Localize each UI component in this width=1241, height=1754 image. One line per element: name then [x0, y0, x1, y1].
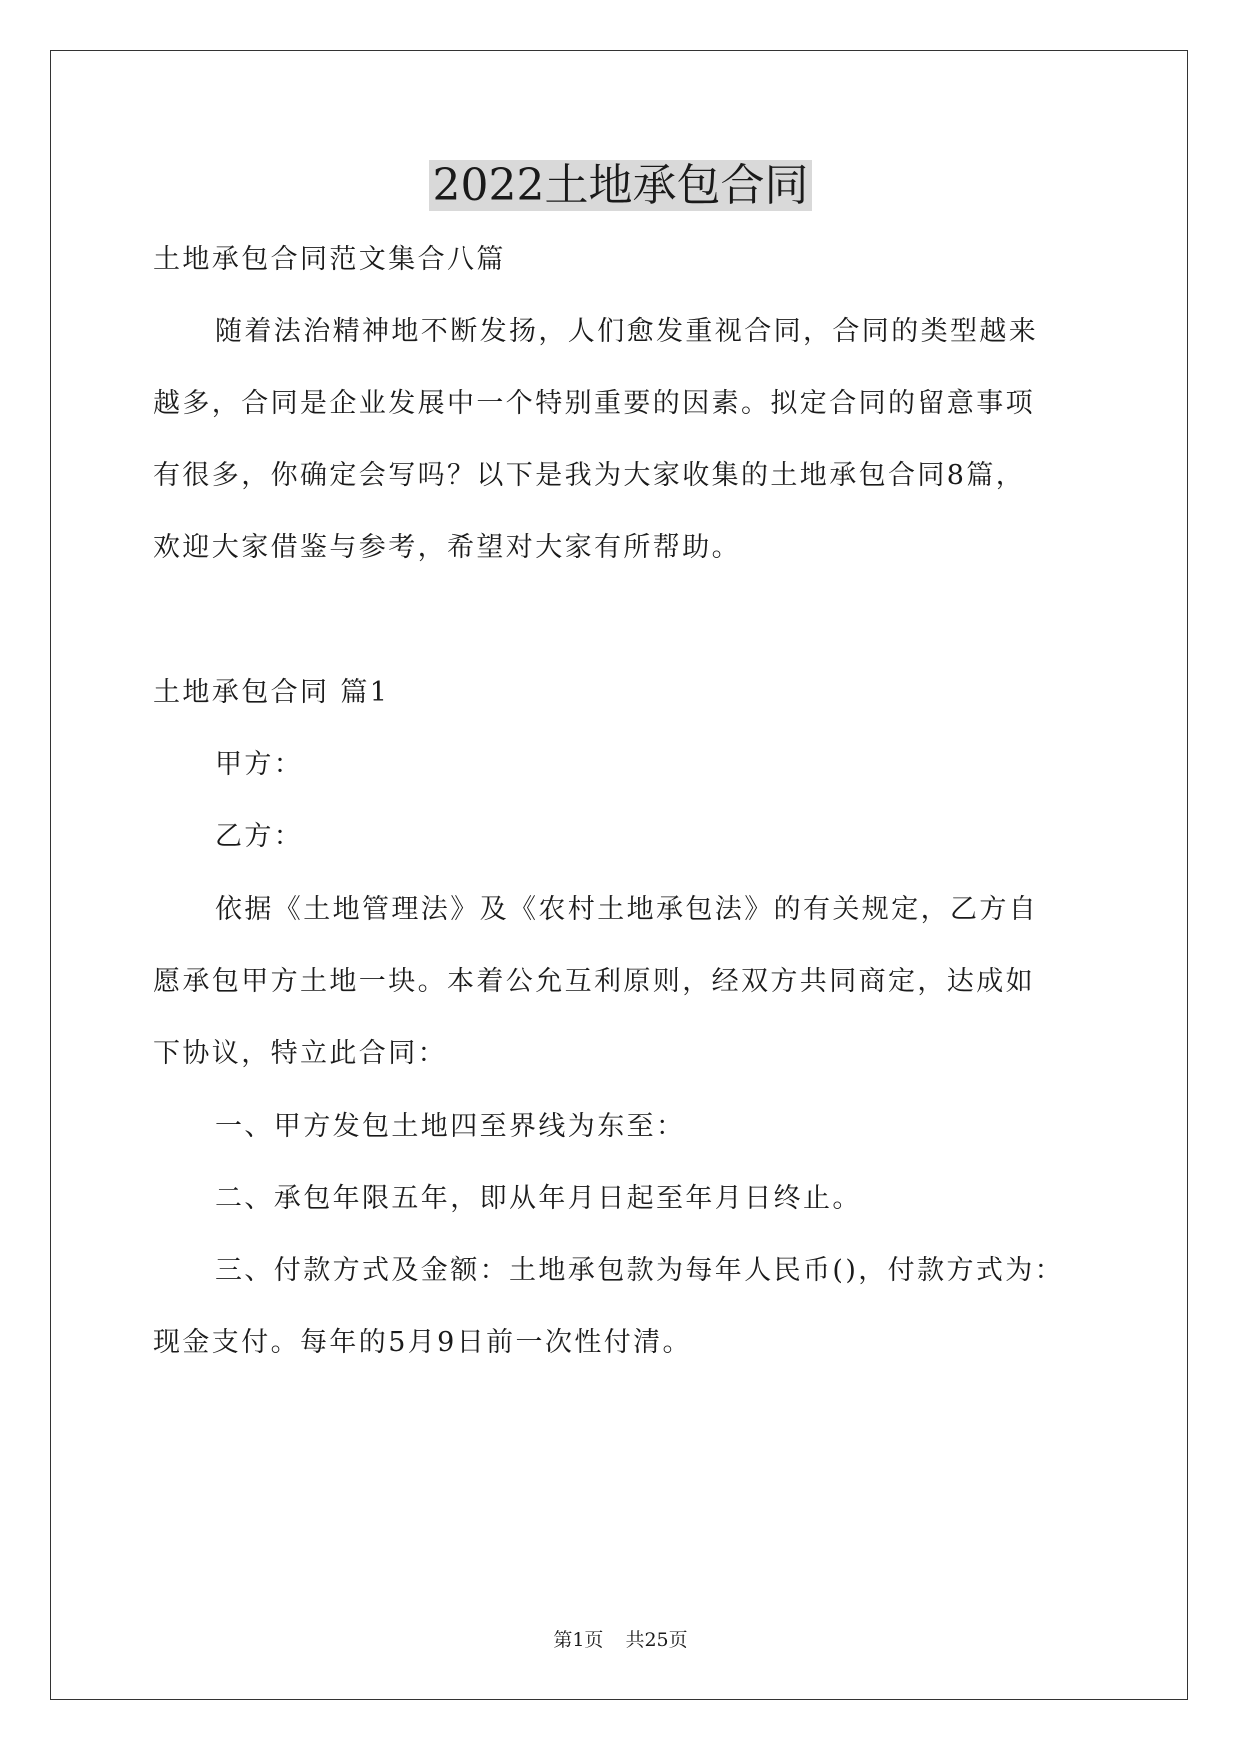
- clause-1: 一、甲方发包土地四至界线为东至：: [215, 1111, 686, 1142]
- page-footer: [0, 1628, 1241, 1652]
- basis-line-3: 下协议，特立此合同：: [153, 1038, 447, 1069]
- document-title: [0, 158, 1241, 214]
- page-total: 共25页: [625, 1629, 688, 1651]
- document-subtitle: 土地承包合同范文集合八篇: [153, 244, 506, 275]
- intro-line-1: 随着法治精神地不断发扬，人们愈发重视合同，合同的类型越来: [215, 316, 1039, 347]
- party-a-label: 甲方：: [215, 749, 304, 780]
- basis-line-1: 依据《土地管理法》及《农村土地承包法》的有关规定，乙方自: [215, 894, 1039, 925]
- intro-line-2: 越多，合同是企业发展中一个特别重要的因素。拟定合同的留意事项: [153, 388, 1035, 419]
- clause-3: 三、付款方式及金额：土地承包款为每年人民币()，付款方式为：: [215, 1255, 1065, 1286]
- party-b-label: 乙方：: [215, 821, 304, 852]
- intro-line-4: 欢迎大家借鉴与参考，希望对大家有所帮助。: [153, 532, 741, 563]
- intro-line-3: 有很多，你确定会写吗？以下是我为大家收集的土地承包合同8篇，: [153, 460, 1026, 491]
- page-number: 第1页: [553, 1629, 604, 1651]
- document-title-text: 2022土地承包合同: [429, 160, 813, 211]
- page-border: [50, 50, 1188, 1700]
- section-heading: 土地承包合同 篇1: [153, 677, 390, 708]
- basis-line-2: 愿承包甲方土地一块。本着公允互利原则，经双方共同商定，达成如: [153, 966, 1035, 997]
- clause-2: 二、承包年限五年，即从年月日起至年月日终止。: [215, 1183, 862, 1214]
- clause-3-continued: 现金支付。每年的5月9日前一次性付清。: [153, 1327, 692, 1358]
